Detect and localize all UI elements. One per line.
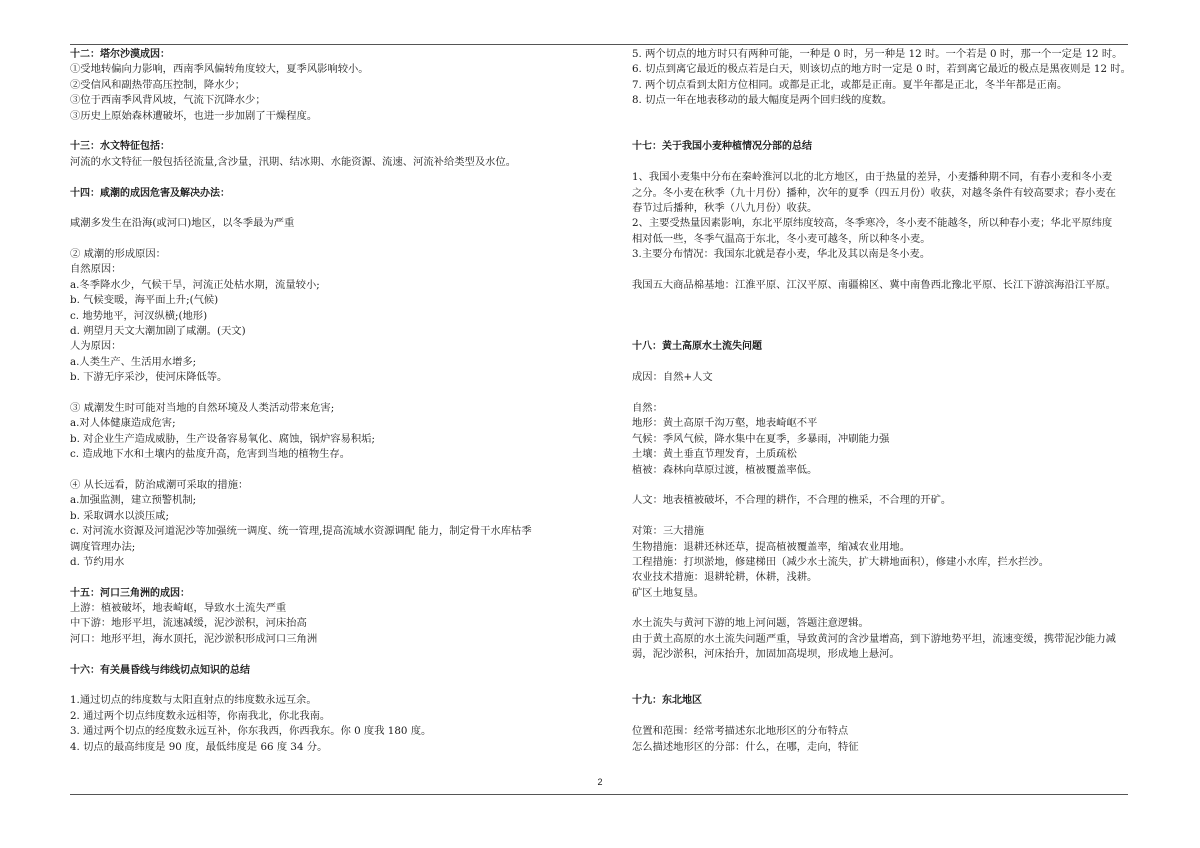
left-heading: 十六：有关晨昏线与纬线切点知识的总结 [70,664,250,676]
right-text-line: 生物措施：退耕还林还草，提高植被覆盖率，缩减农业用地。 [632,540,911,553]
right-text-line: 水土流失与黄河下游的地上河问题，答题注意逻辑。 [632,617,869,630]
left-text-line: c. 地势地平，河汊纵横;(地形) [70,309,208,322]
right-text-line: 春节过后播种，秋季（八九月份）收获。 [632,201,818,214]
left-text-line: d. 节约用水 [70,555,125,568]
left-text-line: 1.通过切点的纬度数与太阳直射点的纬度数永远互余。 [70,694,317,707]
page-number: 2 [597,777,603,787]
left-blank-line [70,647,585,662]
left-text-line: 中下游：地形平坦，流速减缓，泥沙淤积，河床抬高 [70,617,307,630]
right-text-line: 地形：黄土高原千沟万壑，地表崎岖不平 [632,417,818,430]
top-rule [70,44,1128,45]
left-blank-line [70,463,585,478]
right-text-line: 植被：森林向草原过渡，植被覆盖率低。 [632,463,818,476]
right-text-line: 6. 切点到离它最近的极点若是白天，则该切点的地方时一定是 0 时，若到离它最近的极点是黑夜则是 12 时。 [632,63,1131,76]
left-text-line: 咸潮多发生在沿海(或河口)地区，以冬季最为严重 [70,217,295,230]
left-text-line: b. 采取调水以淡压咸; [70,509,169,522]
left-heading: 十五：河口三角洲的成因： [70,587,190,599]
right-text-line: 3.主要分布情况：我国东北就是春小麦，华北及其以南是冬小麦。 [632,248,931,261]
right-blank-line [632,478,1129,493]
right-text-line: 位置和范围：经常考描述东北地形区的分布特点 [632,725,849,738]
right-blank-line [632,109,1129,124]
right-blank-line [632,709,1129,724]
right-text-line: 农业技术措施：退耕轮耕，休耕，浅耕。 [632,571,818,584]
right-text-line: 成因：自然+人文 [632,371,713,384]
right-text-line: 7. 两个切点看到太阳方位相同。或都是正北，或都是正南。夏半年都是正北，冬半年都是正南。 [632,78,1068,91]
left-blank-line [70,124,585,139]
left-blank-line [70,201,585,216]
right-heading: 十七：关于我国小麦种植情况分部的总结 [632,141,812,153]
right-text-line: 气候：季风气候，降水集中在夏季，多暴雨，冲刷能力强 [632,432,890,445]
right-blank-line [632,324,1129,339]
left-text-line: b. 气候变暖，海平面上升;(气候) [70,294,219,307]
bottom-rule [70,794,1128,795]
left-text-line: d. 朔望月天文大潮加剧了咸潮。(天文) [70,325,246,338]
right-text-line: 自然： [632,401,663,414]
left-text-line: a.人类生产、生活用水增多; [70,355,197,368]
left-text-line: ④ 从长远看，防治咸潮可采取的措施： [70,478,249,491]
left-text-line: 2. 通过两个切点纬度数永远相等，你南我北，你北我南。 [70,709,331,722]
left-text-line: a.加强监测，建立预警机制; [70,494,197,507]
right-column [632,47,1129,755]
right-blank-line [632,386,1129,401]
right-text-line: 工程措施：打坝淤地，修建梯田（减少水土流失，扩大耕地面积），修建小水库，拦水拦沙。 [632,555,1050,568]
left-blank-line [70,170,585,185]
right-text-line: 1、我国小麦集中分布在秦岭淮河以北的北方地区，由于热量的差异，小麦播种期不同，有春小麦和冬小麦 [632,171,1113,184]
left-text-line: 河流的水文特征一般包括径流量,含沙量，汛期、结冰期、水能资源、流速、河流补给类型及水位。 [70,155,517,168]
right-text-line: 2、主要受热量因素影响，东北平原纬度较高，冬季寒冷，冬小麦不能越冬，所以种春小麦；华北平原纬度 [632,217,1113,230]
left-text-line: b. 下游无序采沙，使河床降低等。 [70,371,228,384]
left-text-line: ③ 咸潮发生时可能对当地的自然环境及人类活动带来危害; [70,401,335,414]
left-text-line: 人为原因： [70,340,122,353]
left-text-line: ③位于西南季风背风坡，气流下沉降水少； [70,94,266,107]
right-text-line: 弱，泥沙淤积，河床抬升，加固加高堤坝，形成地上悬河。 [632,648,900,661]
left-blank-line [70,232,585,247]
right-text-line: 人文：地表植被破坏，不合理的耕作，不合理的樵采，不合理的开矿。 [632,494,952,507]
left-text-line: c. 造成地下水和土壤内的盐度升高，危害到当地的植物生存。 [70,448,351,461]
left-heading: 十二：塔尔沙漠成因： [70,49,170,60]
right-text-line: 5. 两个切点的地方时只有两种可能，一种是 0 时，另一种是 12 时。一个若是 0 时，那一个一定是 12 时。 [632,48,1123,60]
left-blank-line [70,678,585,693]
right-blank-line [632,293,1129,308]
left-text-line: 河口：地形平坦，海水顶托，泥沙淤积形成河口三角洲 [70,632,318,645]
left-text-line: ②受信风和副热带高压控制，降水少； [70,78,246,91]
left-blank-line [70,570,585,585]
left-text-line: a.对人体健康造成危害; [70,417,176,430]
right-text-line: 8. 切点一年在地表移动的最大幅度是两个回归线的度数。 [632,94,893,107]
right-blank-line [632,355,1129,370]
left-text-line: 上游：植被破坏，地表崎岖，导致水土流失严重 [70,602,287,615]
right-text-line: 矿区土地复垦。 [632,586,705,599]
right-blank-line [632,663,1129,678]
right-blank-line [632,124,1129,139]
right-text-line: 对策：三大措施 [632,525,705,538]
left-heading: 十四：咸潮的成因危害及解决办法： [70,187,230,199]
right-blank-line [632,155,1129,170]
left-text-line: 3. 通过两个切点的经度数永远互补，你东我西，你西我东。你 0 度我 180 度。 [70,725,432,738]
right-blank-line [632,678,1129,693]
right-blank-line [632,309,1129,324]
left-text-line: c. 对河流水资源及河道泥沙等加强统一调度、统一管理,提高流域水资源调配 能力，制定骨干水库枯季 [70,525,532,538]
left-heading: 十三：水文特征包括： [70,141,170,153]
left-text-line: b. 对企业生产造成威胁，生产设备容易氧化、腐蚀，锅炉容易积垢; [70,432,375,445]
right-heading: 十八：黄土高原水土流失问题 [632,341,762,353]
right-blank-line [632,262,1129,277]
left-column [70,47,585,755]
left-text-line: ③历史上原始森林遭破坏，也进一步加剧了干燥程度。 [70,109,318,122]
left-text-line: ①受地转偏向力影响，西南季风偏转角度较大，夏季风影响较小。 [70,63,369,76]
right-text-line: 相对低一些，冬季气温高于东北，冬小麦可越冬，所以种冬小麦。 [632,232,931,245]
right-text-line: 土壤：黄土垂直节理发育，土质疏松 [632,448,797,461]
left-text-line: 4. 切点的最高纬度是 90 度，最低纬度是 66 度 34 分。 [70,740,328,753]
right-text-line: 我国五大商品棉基地：江淮平原、江汉平原、南疆棉区、冀中南鲁西北豫北平原、长江下游滨海沿江平原。 [632,278,1116,291]
left-blank-line [70,386,585,401]
right-heading: 十九：东北地区 [632,695,702,707]
left-text-line: 调度管理办法; [70,540,136,553]
right-text-line: 怎么描述地形区的分部：什么，在哪，走向，特征 [632,740,859,753]
left-text-line: a.冬季降水少，气候干旱，河流正处枯水期，流量较小; [70,278,320,291]
left-text-line: 自然原因： [70,263,122,276]
right-text-line: 由于黄土高原的水土流失问题严重，导致黄河的含沙量增高，到下游地势平坦，流速变缓，携带泥沙能力减 [632,632,1116,645]
right-blank-line [632,509,1129,524]
left-text-line: ② 咸潮的形成原因： [70,248,166,261]
right-text-line: 之分。冬小麦在秋季（九十月份）播种，次年的夏季（四五月份）收获，对越冬条件有较高要求；春小麦在 [632,186,1116,199]
right-blank-line [632,601,1129,616]
